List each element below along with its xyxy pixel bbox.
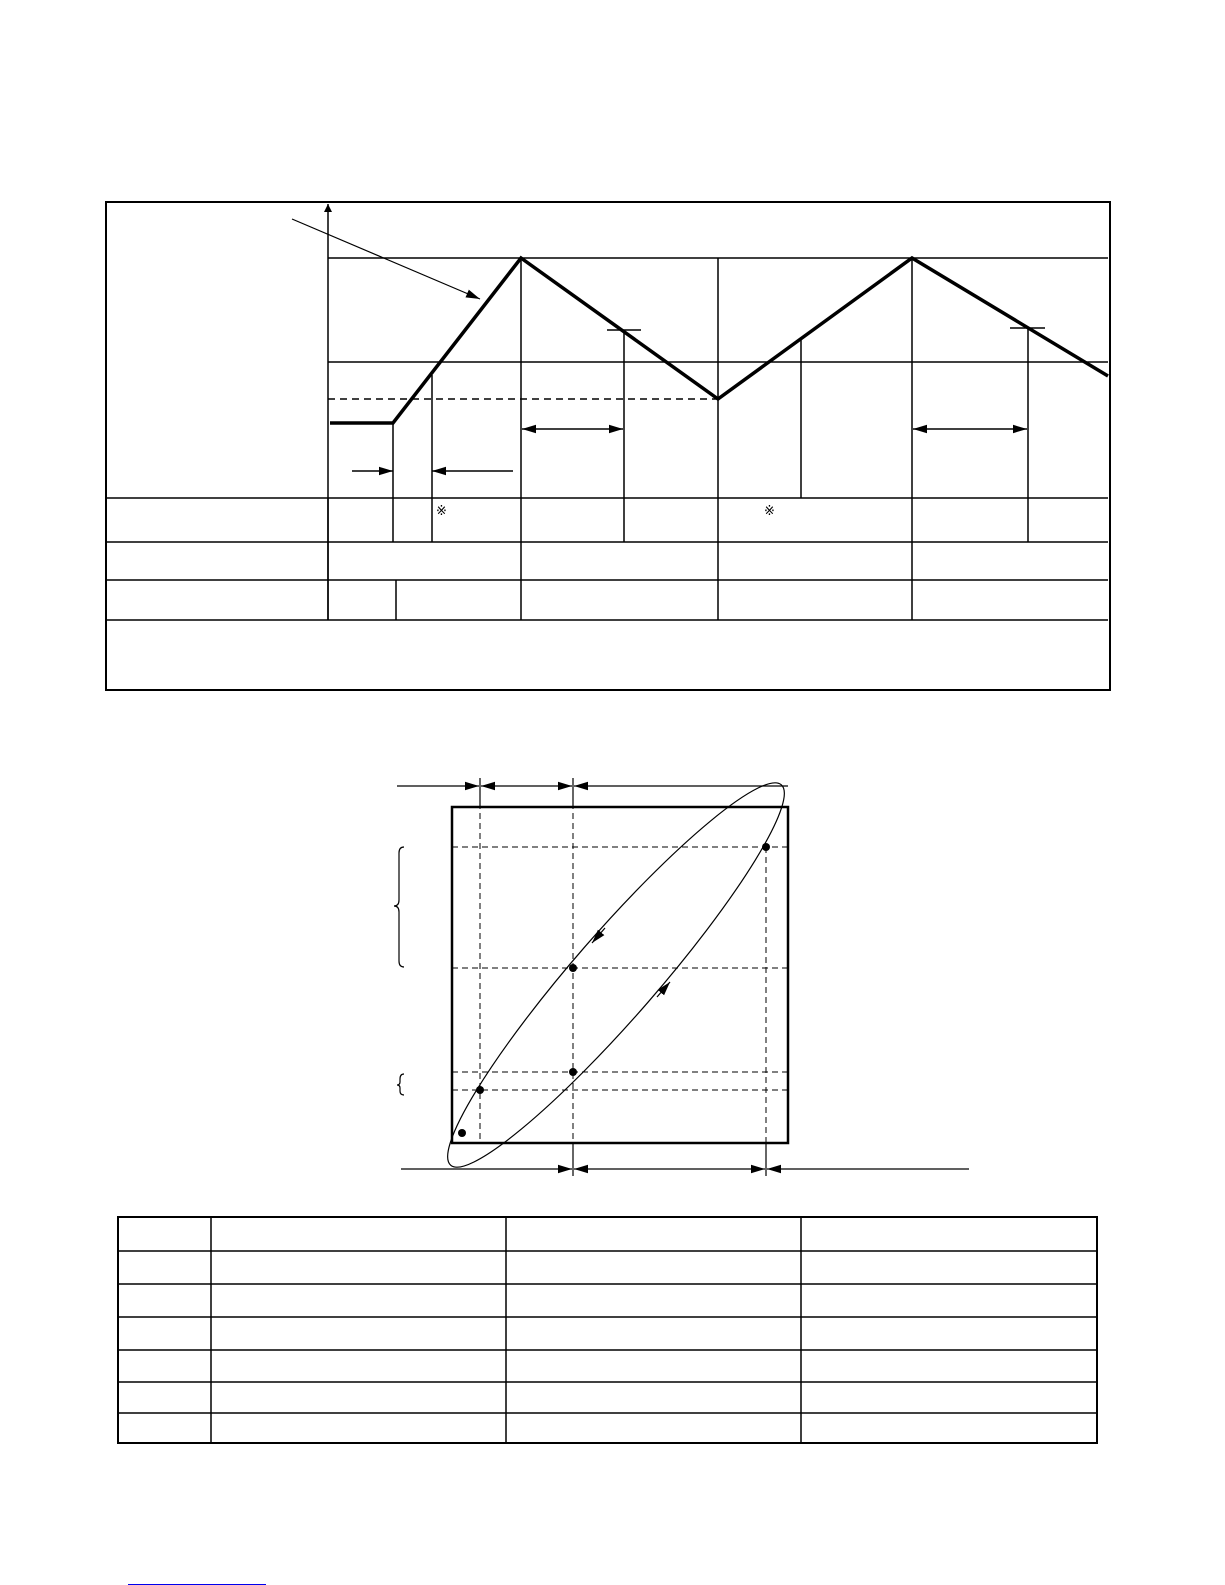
loop-points — [458, 843, 770, 1137]
spec-table — [118, 1217, 1097, 1443]
brace-lower — [397, 1074, 404, 1095]
waveform — [330, 258, 1108, 423]
loop-point-lower-mid — [569, 1068, 577, 1076]
loop-point-upper-mid — [569, 964, 577, 972]
reference-mark-2: ※ — [764, 504, 775, 519]
timing-chart — [106, 202, 1110, 690]
hysteresis-frame — [452, 807, 788, 1143]
hysteresis-diagram — [394, 757, 969, 1192]
pointer-arrow — [292, 219, 480, 299]
brace-upper — [394, 847, 404, 967]
loop-point-left — [476, 1086, 484, 1094]
loop-point-bottom-left — [458, 1129, 466, 1137]
loop-arrow-down — [592, 928, 605, 943]
reference-mark-1: ※ — [436, 504, 447, 519]
loop-point-top-right — [762, 843, 770, 851]
hysteresis-loop — [419, 757, 813, 1192]
timing-chart-frame — [106, 202, 1110, 690]
